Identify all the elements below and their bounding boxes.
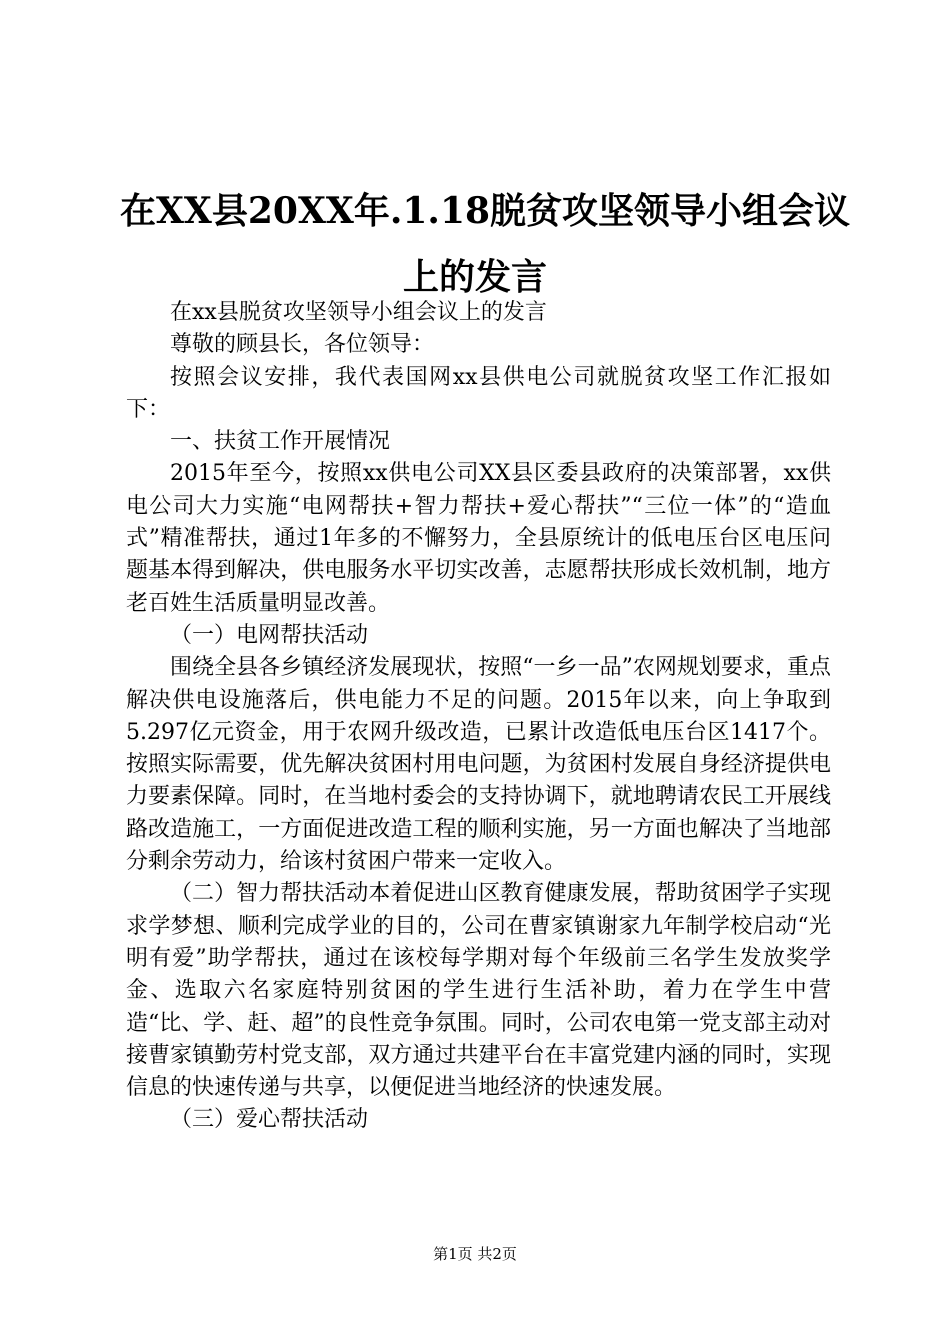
paragraph-intro: 按照会议安排，我代表国网xx县供电公司就脱贫攻坚工作汇报如下： [126, 364, 831, 422]
paragraph-heading-subtitle: 在xx县脱贫攻坚领导小组会议上的发言 [170, 300, 547, 325]
document-body [126, 297, 831, 1137]
paragraph-grid: 围绕全县各乡镇经济发展现状，按照“一乡一品”农网规划要求，重点解决供电设施落后，供电能力不足的问题。2015年以来，向上争取到5.297亿元资金，用于农网升级改造，已累计改造低电压台区1417个。按照实际需要，优先解决贫困村用电问题，为贫困村发展自身经济提供电力要素保障。同时，在当地村委会的支持协调下，就地聘请农民工开展线路改造施工，一方面促进改造工程的顺利实施，另一方面也解决了当地部分剩余劳动力，给该村贫困户带来一定收入。 [126, 655, 831, 875]
paragraph-salutation: 尊敬的顾县长，各位领导： [170, 332, 435, 358]
title-line-2: 上的发言 [402, 256, 547, 298]
section-heading-1: 一、扶贫工作开展情况 [170, 429, 391, 455]
page-footer: 第1页 共2页 [433, 1245, 517, 1263]
paragraph-education: （二）智力帮扶活动本着促进山区教育健康发展，帮助贫困学子实现求学梦想、顺利完成学业的目的，公司在曹家镇谢家九年制学校启动“光明有爱”助学帮扶，通过在该校每学期对每个年级前三名学生发放奖学金、选取六名家庭特别贫困的学生进行生活补助，着力在学生中营造“比、学、赶、超”的良性竞争氛围。同时，公司农电第一党支部主动对接曹家镇勤劳村党支部，双方通过共建平台在丰富党建内涵的同时，实现信息的快速传递与共享，以便促进当地经济的快速发展。 [126, 881, 831, 1101]
subsection-heading-charity: （三）爱心帮扶活动 [170, 1107, 369, 1133]
subsection-heading-grid: （一）电网帮扶活动 [170, 622, 369, 648]
title-line-1: 在XX县20XX年.1.18脱贫攻坚领导小组会议 [120, 190, 851, 232]
document-title [120, 178, 851, 310]
paragraph-overview: 2015年至今，按照xx供电公司XX县区委县政府的决策部署，xx供电公司大力实施“电网帮扶+智力帮扶+爱心帮扶”“三位一体”的“造血式”精准帮扶，通过1年多的不懈努力，全县原统计的低电压台区电压问题基本得到解决，供电服务水平切实改善，志愿帮扶形成长效机制，地方老百姓生活质量明显改善。 [126, 461, 831, 616]
